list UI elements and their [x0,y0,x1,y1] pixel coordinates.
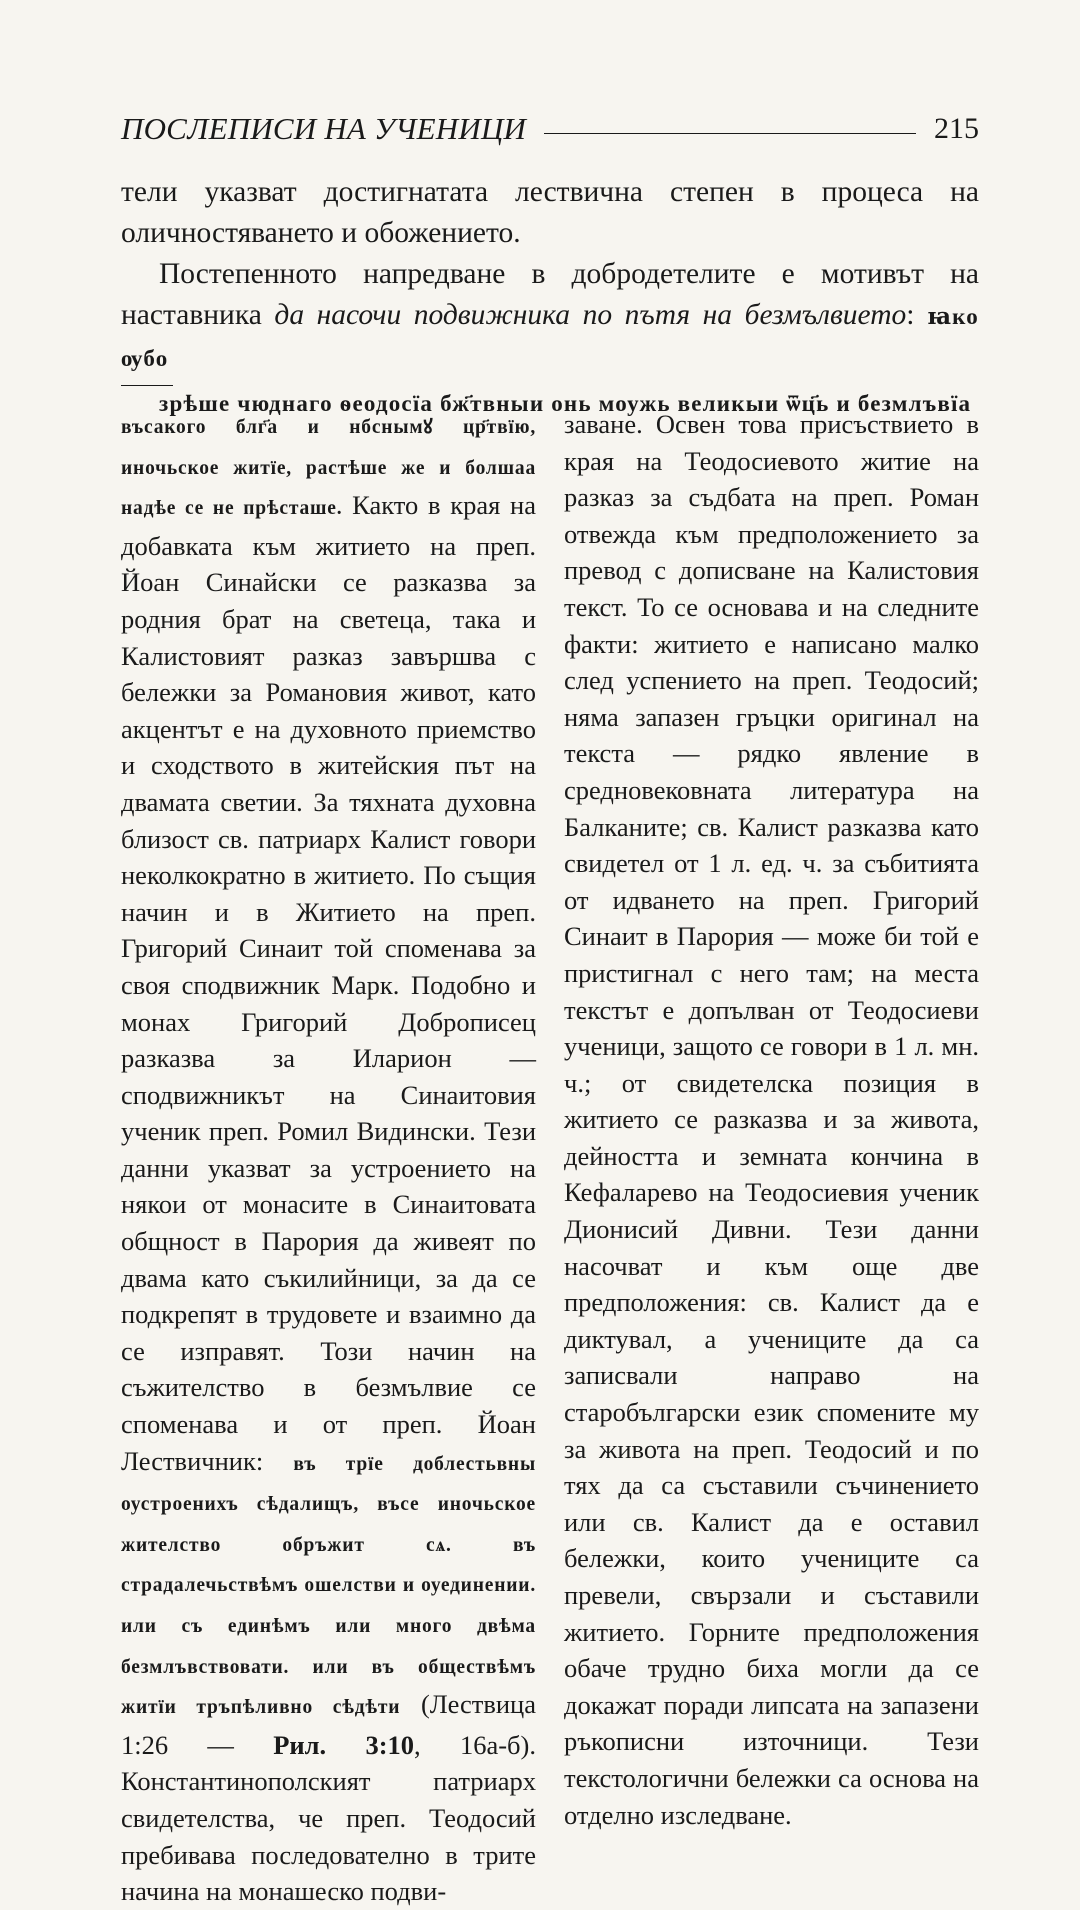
paragraph-mentor [121,254,979,424]
running-title: ПОСЛЕПИСИ НА УЧЕНИЦИ [121,111,527,146]
slavonic-quote-start: ꙗко ѹбо [121,304,979,371]
page-number: 215 [934,112,979,145]
paragraph-continuation: тели указват достигнатата лествична степен в процеса на оличностяването и обожението. [121,176,979,249]
slavonic-continuation: въсакого блг҃а и нбснымꙋ цр҃твїю, иночьское житїе, растѣше же и болшаа надѣе се не прѣсташе. [121,417,536,520]
left-text-part-1: Както в края на добавката към житието на преп. Йоан Синайски се разказва за родния брат на светеца, така и Калистовият разказ завършва с бележки за Романовия живот, като акцентът е на духовното приемство и сходството в житейския път на двамата светии. За тяхната духовна близост св. патриарх Калист говори неколкократно в житието. По същия начин и в Житието на преп. Григорий Синаит той споменава за своя сподвижник Марк. Подобно и монах Григорий Доброписец разказва за Иларион — сподвижникът на Синаитовия ученик преп. Ромил Видински. Тези данни указват за устроението на някои от монасите в Синаитовата общност в Парория да живеят по двама като съкилийници, за да се подкрепят в трудовете и взаимно да се изправят. Този начин на съжителство в безмълвие се споменава и от преп. Йоан Лествичник: [121,490,536,1476]
emphasis-phrase: да насочи подвижника по пътя на безмълвието [274,299,907,331]
manuscript-reference: Рил. 3:10 [273,1729,415,1760]
header-rule [544,133,916,134]
slavonic-ladder-quote: въ трїе доблестьвны оустроенихъ сѣдалищъ, въсе иночьское жителство обръжит сѧ. въ страдалечьствѣмъ ошелстви и оуединении. или съ единѣмъ или много двѣма безмлъвствовати. или въ обществѣмъ житїи тръпѣливно сѣдѣти [121,1453,536,1719]
right-column [564,406,979,1833]
left-column [121,406,536,1910]
top-text-block [121,172,979,424]
footnote-rule [121,385,173,386]
left-text-part-2: (Лествица 1:26 — [121,1689,536,1760]
page-header [121,108,979,150]
slavonic-quote-line: зрѣше чюднаго ѳеодосїа бж҃твныи онь моужь великыи ѿц҃ь и безмлъвїа [159,391,972,416]
colon: : [906,299,928,331]
right-column-text: заване. Освен това присъствието в края на Теодосиевото житие на разказ за съдбата на преп. Роман отвежда към предположението за превод с дописване на Калистовия текст. То се основава и на следните факти: житието е написано малко след успението на преп. Теодосий; няма запазен гръцки оригинал на текста — рядко явление в средновековната литература на Балканите; св. Калист разказва като свидетел от 1 л. ед. ч. за събитията от идването на преп. Григорий Синаит в Парория — може би той е пристигнал с него там; на места текстът е допълван от Теодосиеви ученици, защото се говори в 1 л. мн. ч.; от свидетелска позиция в житието се разказва и за живота, дейността и земната кончина в Кефаларево на Теодосиевия ученик Дионисий Дивни. Тези данни насочват и към още две предположения: св. Калист да е диктувал, а учениците да са записвали направо на старобългарски език спомените му за живота на преп. Теодосий и по тях да са съставили съчинението или св. Калист да е оставил бележки, които учениците са превели, свързали и съставили житието. Горните предположения обаче трудно биха могли да се докажат поради липсата на запазени ръкописни източници. Тези текстологични бележки са основа на отделно изследване. [564,409,979,1830]
left-column-text [121,406,536,1910]
paragraph-intro: Постепенното напредване в добродетелите е мотивът на наставника [121,258,979,331]
left-text-part-3: , 16а-б). Константинополският патриарх свидетелства, че преп. Теодосий пребивава последователно в трите начина на монашеско подви- [121,1729,536,1907]
